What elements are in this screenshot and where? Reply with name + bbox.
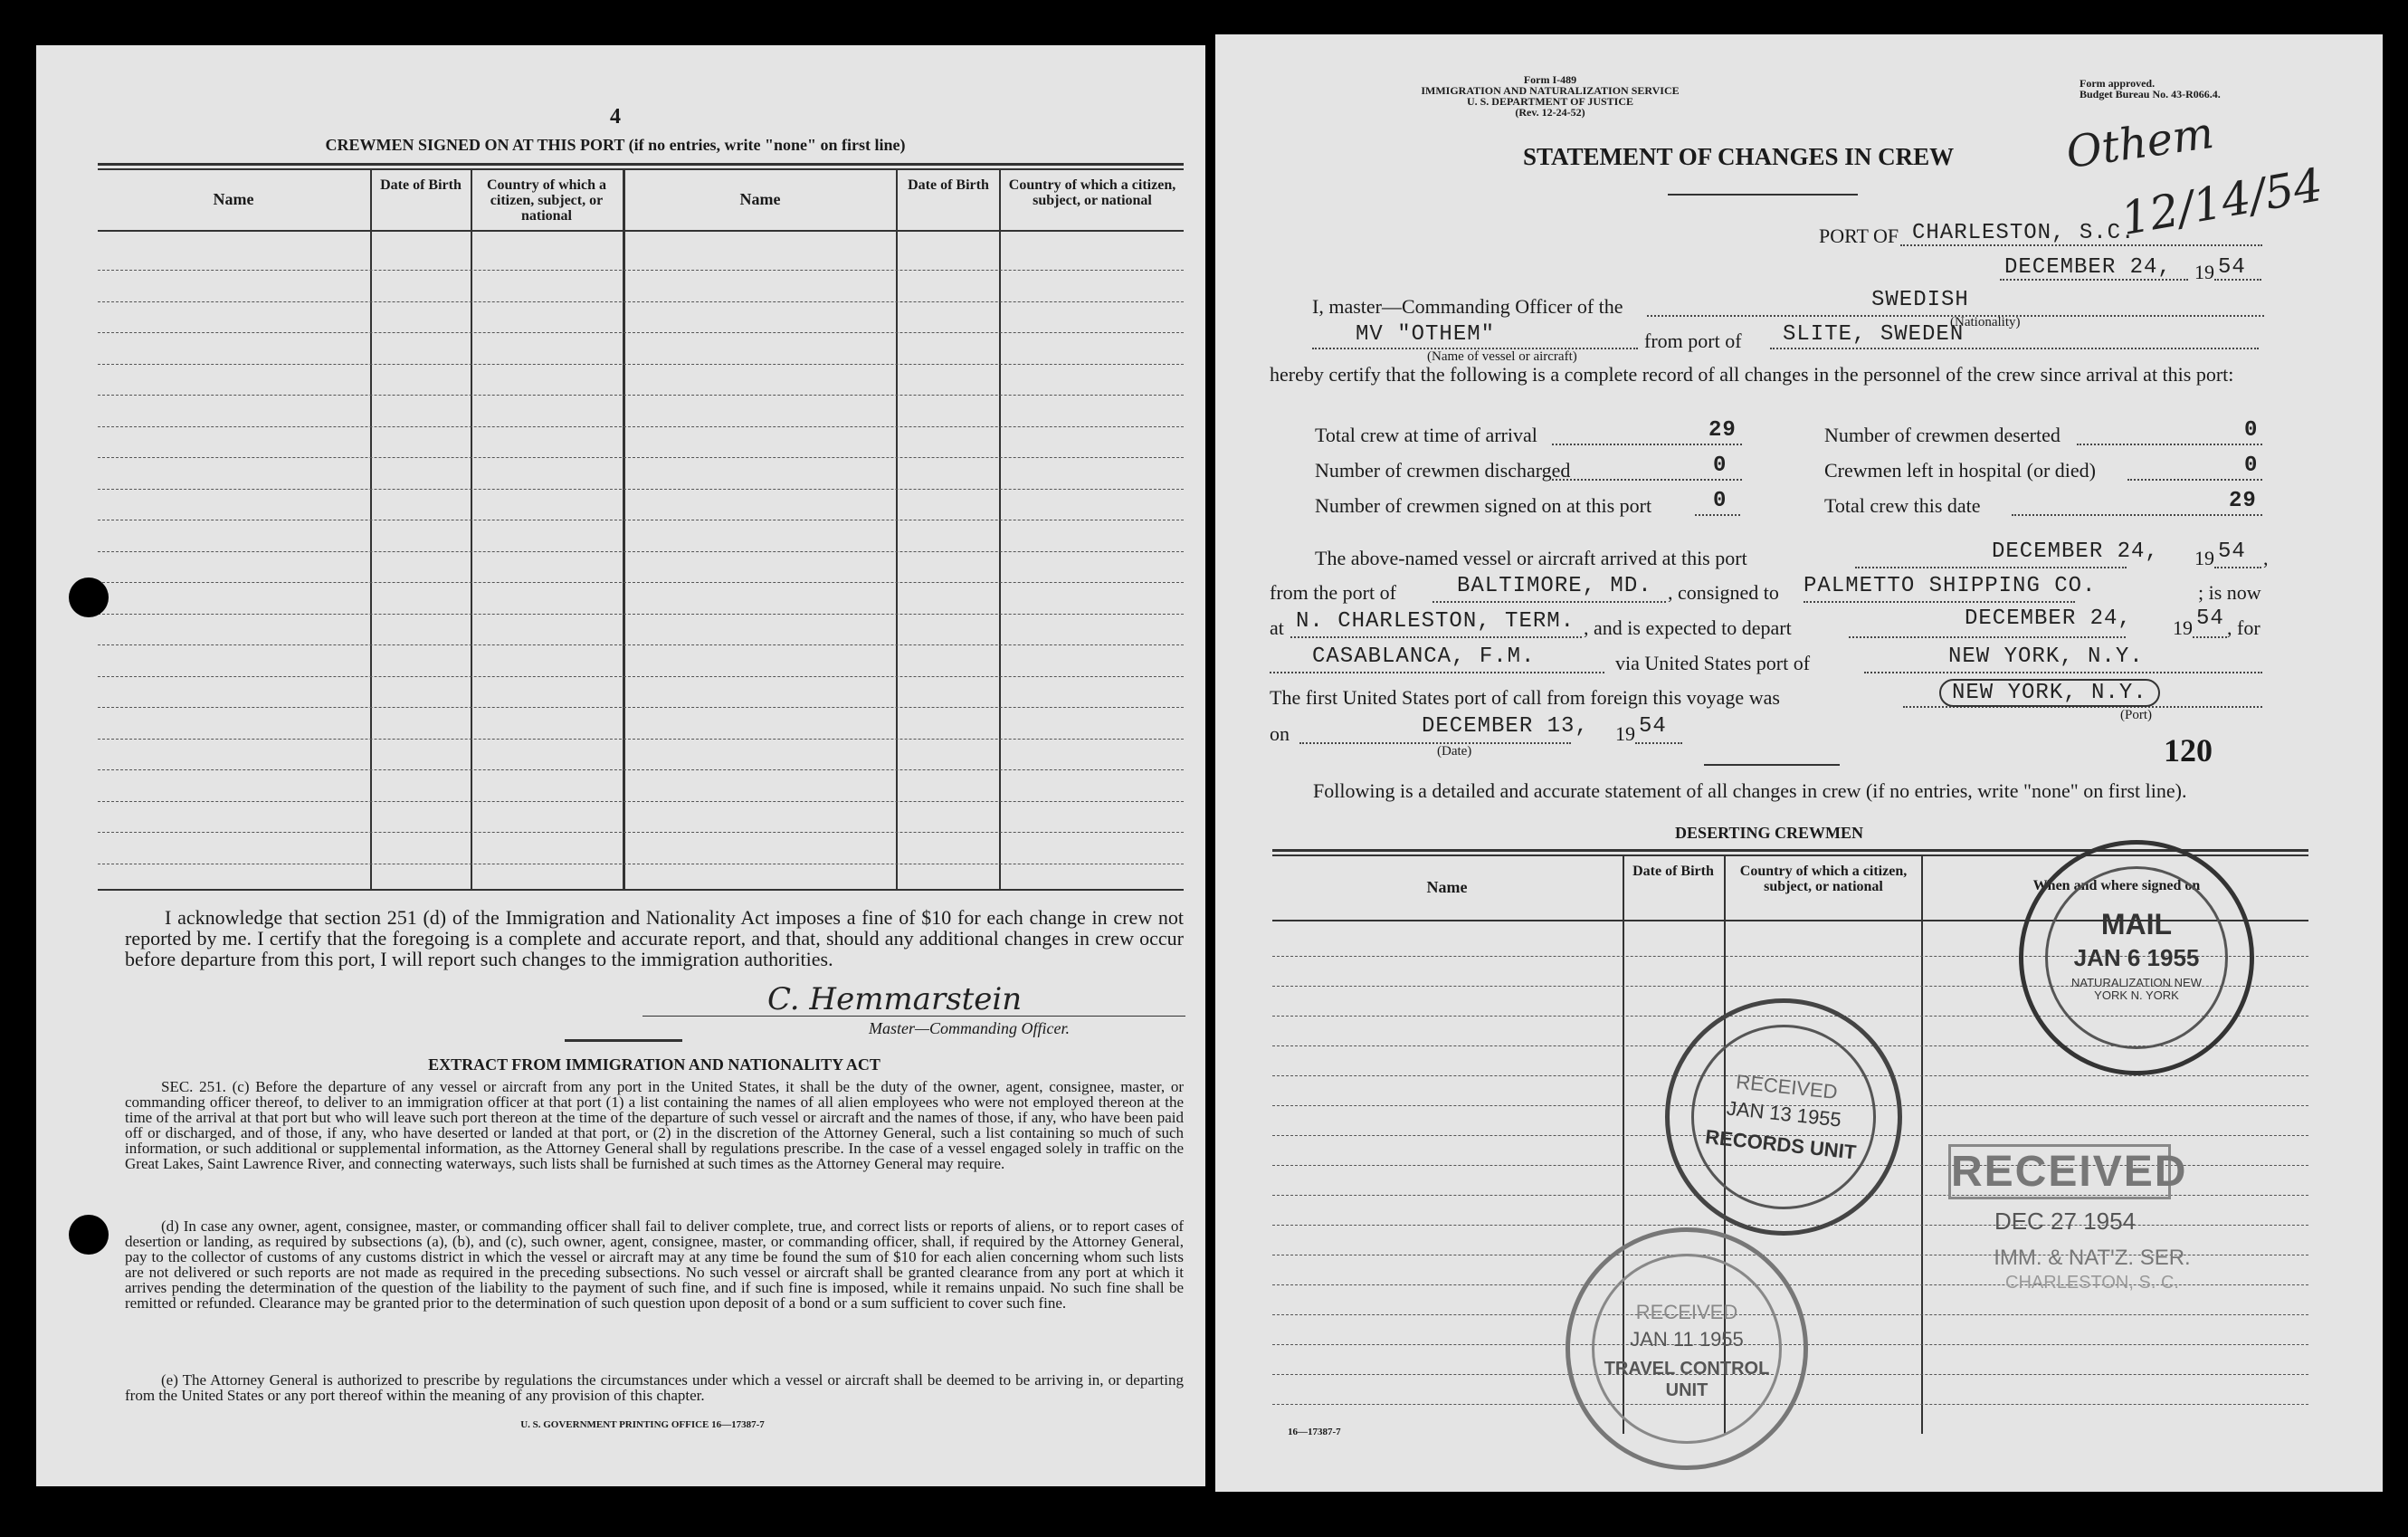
- deserted-line: [2077, 444, 2262, 445]
- on-year-value: 54: [1639, 714, 1667, 739]
- from-port-label: from port of: [1644, 329, 1742, 352]
- at-label: at: [1270, 616, 1284, 639]
- for-label: , for: [2227, 616, 2260, 639]
- deserting-col-name: Name: [1426, 878, 1468, 896]
- form-number: Form I-489: [1523, 73, 1577, 86]
- table-row-rule: [98, 551, 1184, 552]
- table-row-rule: [98, 457, 1184, 458]
- col-header-dob: Date of Birth: [380, 177, 462, 193]
- table-top-rule-2: [98, 168, 1184, 170]
- year-value: 54: [2218, 255, 2246, 280]
- records-unit-stamp: [1653, 987, 1914, 1247]
- on-date-line: [1299, 742, 1571, 744]
- right-page: [1215, 34, 2383, 1492]
- signature-line: [642, 1016, 1185, 1017]
- hospital-value: 0: [2244, 453, 2259, 478]
- deserted-value: 0: [2244, 418, 2259, 443]
- col-divider: [623, 168, 625, 889]
- certify-text: hereby certify that the following is a complete record of all changes in the personnel of the crew since arrival at this port:: [1270, 363, 2234, 386]
- extract-section-c: SEC. 251. (c) Before the departure of any vessel or aircraft from any port in the United States, it shall be the duty of the owner, agent, consignee, master, or commanding officer thereof, to deliver to an immigration officer at that port (1) a list containing the names of all alien employees who were not employed thereon at the time of the arrival at that port but who will leave such port thereon at the time of the departure of such vessel or aircraft and the names of those, if any, who have been paid off or discharged, and of those, if any, who have deserted or landed at that port, or (2) in the discretion of the Attorney General, such a list containing so much of such information, or such additional or supplemental information, as the Attorney General shall by regulations prescribe. In the case of a vessel engaged solely in traffic on the Great Lakes, Saint Lawrence River, and connecting waterways, such lists shall be furnished at such times as the Attorney General may require.: [125, 1078, 1184, 1172]
- title-underline: [1668, 194, 1858, 196]
- nationality-caption: (Nationality): [1950, 315, 2021, 329]
- arrived-year-prefix: 19: [2194, 547, 2214, 569]
- records-stamp-unit: RECORDS UNIT: [1704, 1125, 1858, 1164]
- at-line: [1290, 636, 1582, 638]
- agency-name: IMMIGRATION AND NATURALIZATION SERVICE: [1421, 84, 1680, 97]
- extract-section-d: (d) In case any owner, agent, consignee, master, or commanding officer shall fail to deliver complete, true, and correct lists or reports of aliens, or to report cases of desertion or landing, as required by subsections (a), (b), and (c), such owner, agent, consignee, master, or commanding officer, shall, if required by the Attorney General, pay to the collector of customs of any customs district in which the vessel or aircraft may at any time be found the sum of $10 for each alien concerning whom such lists are not delivered or such reports are not made as required in the preceding subsections. No such vessel or aircraft shall be granted clearance from any port at which it arrives pending the determination of the question of the liability to the payment of such fine, and if such fine is imposed, while it remains unpaid. No such fine shall be remitted or refunded. Clearance may be granted prior to the determination of such question upon deposit of a bond or a sum sufficient to cover such fine.: [125, 1217, 1184, 1312]
- extract-title: EXTRACT FROM IMMIGRATION AND NATIONALITY ACT: [428, 1055, 880, 1074]
- table-row-rule: [98, 582, 1184, 583]
- from-port-line: [1770, 348, 2259, 349]
- first-call-value: NEW YORK, N.Y.: [1939, 679, 2160, 707]
- from-the-port-value: BALTIMORE, MD.: [1457, 574, 1652, 598]
- table-row-rule: [98, 644, 1184, 645]
- deserting-col-dob: Date of Birth: [1632, 864, 1714, 879]
- table-bottom-rule: [98, 889, 1184, 891]
- discharged-label: Number of crewmen discharged: [1315, 459, 1571, 482]
- hospital-label: Crewmen left in hospital (or died): [1824, 459, 2096, 482]
- deserted-label: Number of crewmen deserted: [1824, 424, 2061, 446]
- hospital-line: [2127, 479, 2262, 481]
- received-stamp: [1916, 1130, 2269, 1311]
- at-value: N. CHARLESTON, TERM.: [1296, 609, 1575, 634]
- master-label: I, master—Commanding Officer of the: [1312, 295, 1623, 318]
- signed-on-label: Number of crewmen signed on at this port: [1315, 494, 1652, 517]
- col-divider: [896, 168, 898, 889]
- arrived-comma: ,: [2263, 547, 2269, 569]
- travel-stamp-received: RECEIVED: [1635, 1301, 1738, 1323]
- table-row-rule: [98, 832, 1184, 833]
- mail-stamp-text-3: NATURALIZATION NEW YORK N. YORK: [2071, 976, 2202, 1002]
- date-value: DECEMBER 24,: [2004, 255, 2172, 280]
- arrived-year-line: [2214, 567, 2261, 568]
- arrived-date-line: [1855, 567, 2127, 568]
- vessel-value: MV "OTHEM": [1356, 322, 1496, 347]
- total-arrival-label: Total crew at time of arrival: [1315, 424, 1537, 446]
- via-value: NEW YORK, N.Y.: [1948, 644, 2144, 669]
- deserting-col-signed: When and where signed on: [2032, 878, 2201, 893]
- total-date-label: Total crew this date: [1824, 494, 1981, 517]
- arrived-label: The above-named vessel or aircraft arrived at this port: [1315, 547, 1747, 569]
- on-year-line: [1635, 742, 1682, 744]
- nationality-value: SWEDISH: [1871, 288, 1969, 312]
- handwritten-vessel-note: Othem: [2062, 107, 2217, 179]
- mail-stamp-text-1: MAIL: [2100, 908, 2173, 940]
- section-divider: [565, 1039, 682, 1042]
- mail-stamp-date: JAN 6 1955: [2073, 944, 2200, 971]
- left-page: [36, 45, 1205, 1486]
- signature-caption: Master—Commanding Officer.: [869, 1019, 1070, 1037]
- department-name: U. S. DEPARTMENT OF JUSTICE: [1466, 95, 1634, 108]
- discharged-line: [1552, 479, 1742, 481]
- table-row-rule: [98, 301, 1184, 302]
- form-approval: [2080, 78, 2221, 100]
- depart-label: , and is expected to depart: [1584, 616, 1792, 639]
- first-call-label: The first United States port of call from foreign this voyage was: [1270, 686, 1780, 709]
- arrived-year: 54: [2218, 539, 2246, 564]
- mail-stamp: [2019, 840, 2254, 1075]
- table-row-rule: [98, 676, 1184, 677]
- port-label: PORT OF: [1819, 224, 1899, 247]
- on-year-prefix: 19: [1615, 722, 1635, 745]
- is-now-label: ; is now: [2198, 581, 2261, 604]
- table-row-rule: [98, 364, 1184, 365]
- depart-year: 54: [2196, 606, 2224, 631]
- col-header-country: Country of which a citizen, subject, or national: [486, 177, 606, 224]
- col-header-country-2: Country of which a citizen, subject, or national: [1008, 177, 1176, 208]
- consigned-line: [1804, 601, 2075, 603]
- table-row-rule: [98, 707, 1184, 708]
- from-port-value: SLITE, SWEDEN: [1783, 322, 1965, 347]
- on-label: on: [1270, 722, 1290, 745]
- form-number-120: 120: [2164, 732, 2213, 768]
- received-stamp-title: RECEIVED: [1948, 1144, 2171, 1199]
- depart-year-prefix: 19: [2173, 616, 2193, 639]
- table-row-rule: [98, 426, 1184, 427]
- table-row-rule: [98, 332, 1184, 333]
- consigned-label: , consigned to: [1668, 581, 1779, 604]
- records-stamp-received: RECEIVED: [1735, 1070, 1839, 1103]
- received-stamp-office: IMM. & NAT'Z. SER.: [1994, 1246, 2191, 1270]
- signed-on-value: 0: [1713, 489, 1727, 513]
- total-arrival-value: 29: [1708, 418, 1737, 443]
- received-stamp-city: CHARLESTON, S. C.: [2005, 1273, 2179, 1293]
- table-top-rule: [98, 163, 1184, 166]
- col-divider: [471, 168, 472, 889]
- master-signature: C. Hemmarstein: [767, 981, 1023, 1017]
- depart-date: DECEMBER 24,: [1965, 606, 2132, 631]
- year-prefix: 19: [2194, 261, 2214, 283]
- extract-section-e: (e) The Attorney General is authorized to prescribe by regulations the circumstances under which a vessel or aircraft shall be deemed to be arriving in, or departing from the United States or any port thereof within the meaning of any provision of this chapter.: [125, 1371, 1184, 1404]
- travel-stamp-unit-1: TRAVEL CONTROL: [1604, 1359, 1770, 1379]
- col-header-name: Name: [213, 190, 254, 208]
- date-caption: (Date): [1437, 744, 1472, 759]
- depart-date-line: [1849, 636, 2126, 638]
- table-row-rule: [98, 489, 1184, 490]
- depart-year-line: [2193, 636, 2227, 638]
- table-header-rule: [98, 230, 1184, 232]
- consigned-value: PALMETTO SHIPPING CO.: [1804, 574, 2097, 598]
- left-footer: U. S. GOVERNMENT PRINTING OFFICE 16—17387-7: [520, 1419, 765, 1430]
- vessel-caption: (Name of vessel or aircraft): [1427, 349, 1577, 364]
- on-date-value: DECEMBER 13,: [1422, 714, 1589, 739]
- following-text: Following is a detailed and accurate statement of all changes in crew (if no entries, write "none" on first line).: [1313, 779, 2187, 802]
- travel-stamp-unit-2: UNIT: [1665, 1380, 1708, 1400]
- acknowledgement-text: I acknowledge that section 251 (d) of the Immigration and Nationality Act imposes a fine of $10 for each change in crew not reported by me. I certify that the foregoing is a complete and accurate report, and that, should any additional changes in crew occur before departure from this port, I will report such changes to the immigration authorities.: [125, 906, 1184, 970]
- signed-on-line: [1695, 514, 1740, 516]
- page-number: 4: [610, 105, 621, 129]
- via-line: [1864, 672, 2262, 673]
- from-the-port-line: [1432, 601, 1666, 603]
- col-divider: [999, 168, 1001, 889]
- arrived-date: DECEMBER 24,: [1992, 539, 2159, 564]
- table-row-rule: [98, 270, 1184, 271]
- table-row-rule: [98, 395, 1184, 396]
- records-stamp-date: JAN 13 1955: [1725, 1096, 1842, 1131]
- revision: (Rev. 12-24-52): [1515, 106, 1585, 119]
- total-date-value: 29: [2229, 489, 2257, 513]
- col-header-name-2: Name: [739, 190, 781, 208]
- received-stamp-date: DEC 27 1954: [1994, 1208, 2137, 1235]
- travel-control-stamp: [1566, 1227, 1808, 1470]
- col-header-dob-2: Date of Birth: [908, 177, 989, 193]
- port-caption: (Port): [2120, 708, 2152, 722]
- total-arrival-line: [1552, 444, 1742, 445]
- deserting-title: DESERTING CREWMEN: [1675, 824, 1863, 842]
- table-row-rule: [98, 614, 1184, 615]
- form-header: [1233, 74, 1867, 118]
- budget-bureau: Budget Bureau No. 43-R066.4.: [2080, 88, 2221, 100]
- form-approved: Form approved.: [2080, 77, 2156, 90]
- crew-signed-title: CREWMEN SIGNED ON AT THIS PORT (if no entries, write "none" on first line): [325, 136, 906, 154]
- from-the-port-label: from the port of: [1270, 581, 1396, 604]
- via-label: via United States port of: [1615, 652, 1811, 674]
- port-value: CHARLESTON, S.C.: [1912, 221, 2136, 245]
- table-row-rule: [98, 801, 1184, 802]
- table-row-rule: [98, 769, 1184, 770]
- destination-value: CASABLANCA, F.M.: [1312, 644, 1536, 669]
- punch-hole: [69, 578, 109, 617]
- travel-stamp-date: JAN 11 1955: [1630, 1328, 1744, 1351]
- discharged-value: 0: [1713, 453, 1727, 478]
- col-divider: [370, 168, 372, 889]
- total-date-line: [2012, 514, 2262, 516]
- right-footer: 16—17387-7: [1288, 1427, 1341, 1437]
- deserting-col-country: Country of which a citizen, subject, or national: [1739, 864, 1908, 894]
- table-row-rule: [98, 739, 1184, 740]
- punch-hole: [69, 1215, 109, 1255]
- destination-line: [1270, 672, 1604, 673]
- form-title: STATEMENT OF CHANGES IN CREW: [1523, 143, 1955, 170]
- handwritten-date-note: 12/14/54: [2117, 158, 2327, 246]
- short-rule: [1704, 764, 1840, 766]
